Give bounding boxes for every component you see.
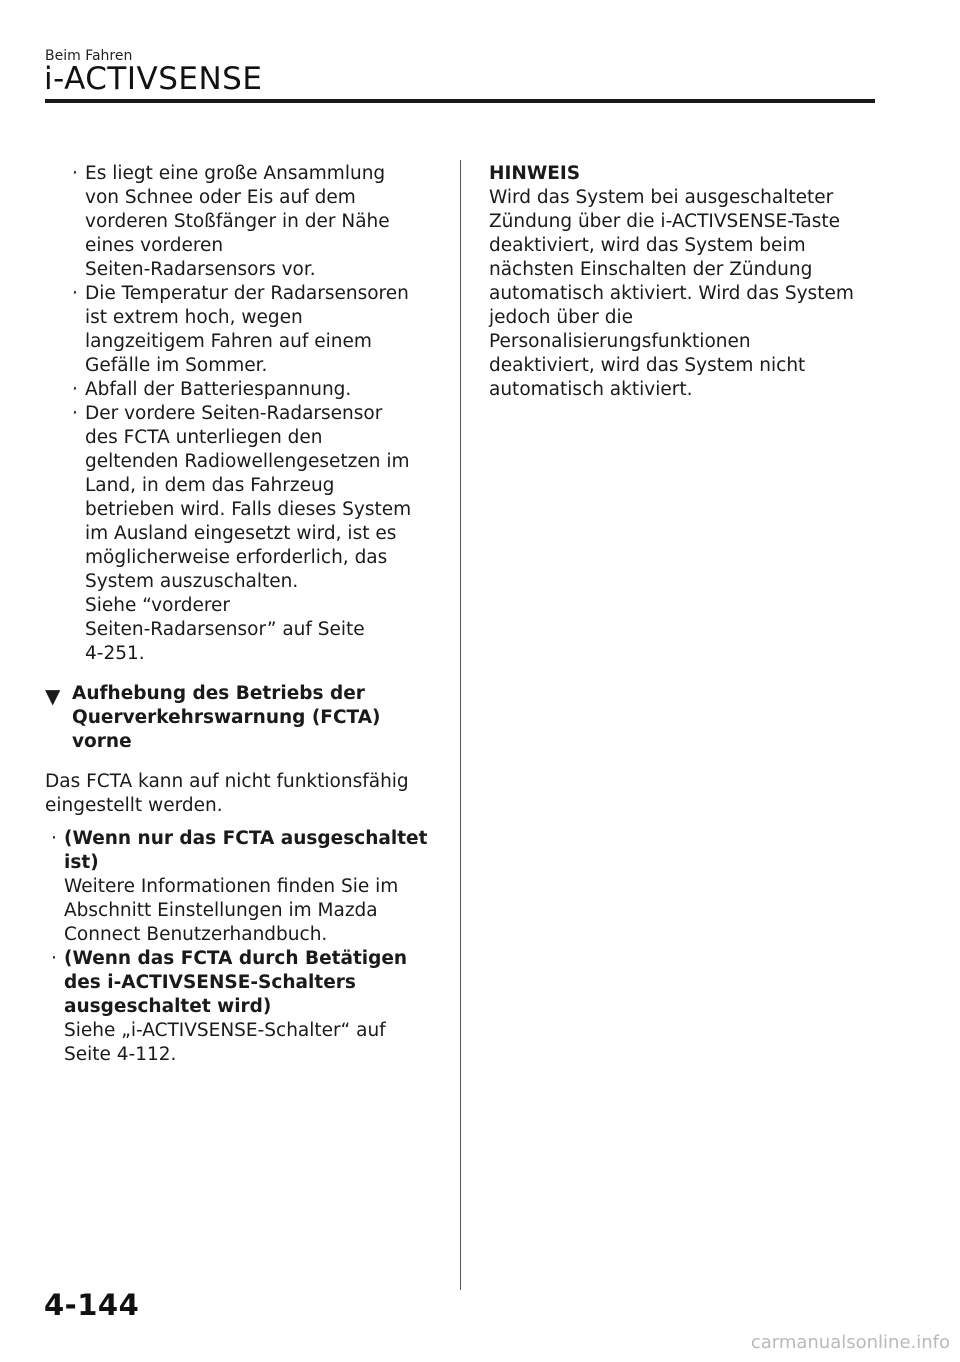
bullet-dot: ·: [72, 379, 78, 400]
note-title: HINWEIS: [489, 163, 581, 184]
page-number: 4-144: [44, 1288, 140, 1322]
page-title: i-ACTIVSENSE: [44, 61, 263, 97]
list-item-text: Der vordere Seiten-Radarsensor des FCTA unterliegen den geltenden Radiowellengesetzen im Land, in dem das Fahrzeug betrieben wird. Falls dieses System im Ausland eingesetzt wird, ist es möglicherweise erforderlich, das System auszuschalten. Siehe “vorderer Seiten-Radarsensor” auf Seite 4-251.: [85, 403, 412, 664]
list-item-text: Siehe „i-ACTIVSENSE-Schalter“ auf Seite 4-112.: [64, 1020, 386, 1065]
header-rule: [45, 99, 875, 103]
watermark: carmanualsonline.info: [750, 1332, 950, 1353]
list-item: [45, 947, 445, 1067]
section-heading: [45, 682, 445, 754]
section-heading-text: Aufhebung des Betriebs der Querverkehrswarnung (FCTA) vorne: [72, 683, 381, 752]
list-item-text: Es liegt eine große Ansammlung von Schnee oder Eis auf dem vorderen Stoßfänger in der Nähe eines vorderen Seiten-Radarsensors vor.: [85, 163, 390, 280]
bullet-dot: ·: [51, 828, 57, 849]
section-label: Beim Fahren: [45, 48, 133, 64]
triangle-down-icon: ▼: [45, 684, 61, 708]
column-divider: [460, 160, 461, 1290]
list-item: [45, 827, 445, 947]
list-item: [45, 402, 445, 666]
list-item-title: (Wenn nur das FCTA ausgeschaltet ist): [64, 828, 428, 873]
list-item-text: Abfall der Batteriespannung.: [85, 379, 352, 400]
list-item-title: (Wenn das FCTA durch Betätigen des i-ACTIVSENSE-Schalters ausgeschaltet wird): [64, 948, 408, 1017]
list-item: [45, 282, 445, 378]
bullet-dot: ·: [72, 403, 78, 424]
bullet-list: [45, 162, 445, 666]
list-item-text: Die Temperatur der Radarsensoren ist extrem hoch, wegen langzeitigem Fahren auf einem Gefälle im Sommer.: [85, 283, 409, 376]
bullet-dot: ·: [72, 283, 78, 304]
list-item: [45, 162, 445, 282]
body-paragraph: Das FCTA kann auf nicht funktionsfähig eingestellt werden.: [45, 771, 409, 816]
note-body: Wird das System bei ausgeschalteter Zündung über die i-ACTIVSENSE-Taste deaktiviert, wird das System beim nächsten Einschalten der Zündung automatisch aktiviert. Wird das System jedoch über die Personalisierungsfunktionen deaktiviert, wird das System nicht automatisch aktiviert.: [489, 187, 854, 400]
option-list: [45, 827, 445, 1067]
bullet-dot: ·: [72, 163, 78, 184]
left-column: [45, 162, 445, 1067]
list-item: [45, 378, 445, 402]
bullet-dot: ·: [51, 948, 57, 969]
list-item-text: Weitere Informationen finden Sie im Abschnitt Einstellungen im Mazda Connect Benutzerhandbuch.: [64, 876, 399, 945]
right-column: [489, 162, 884, 402]
